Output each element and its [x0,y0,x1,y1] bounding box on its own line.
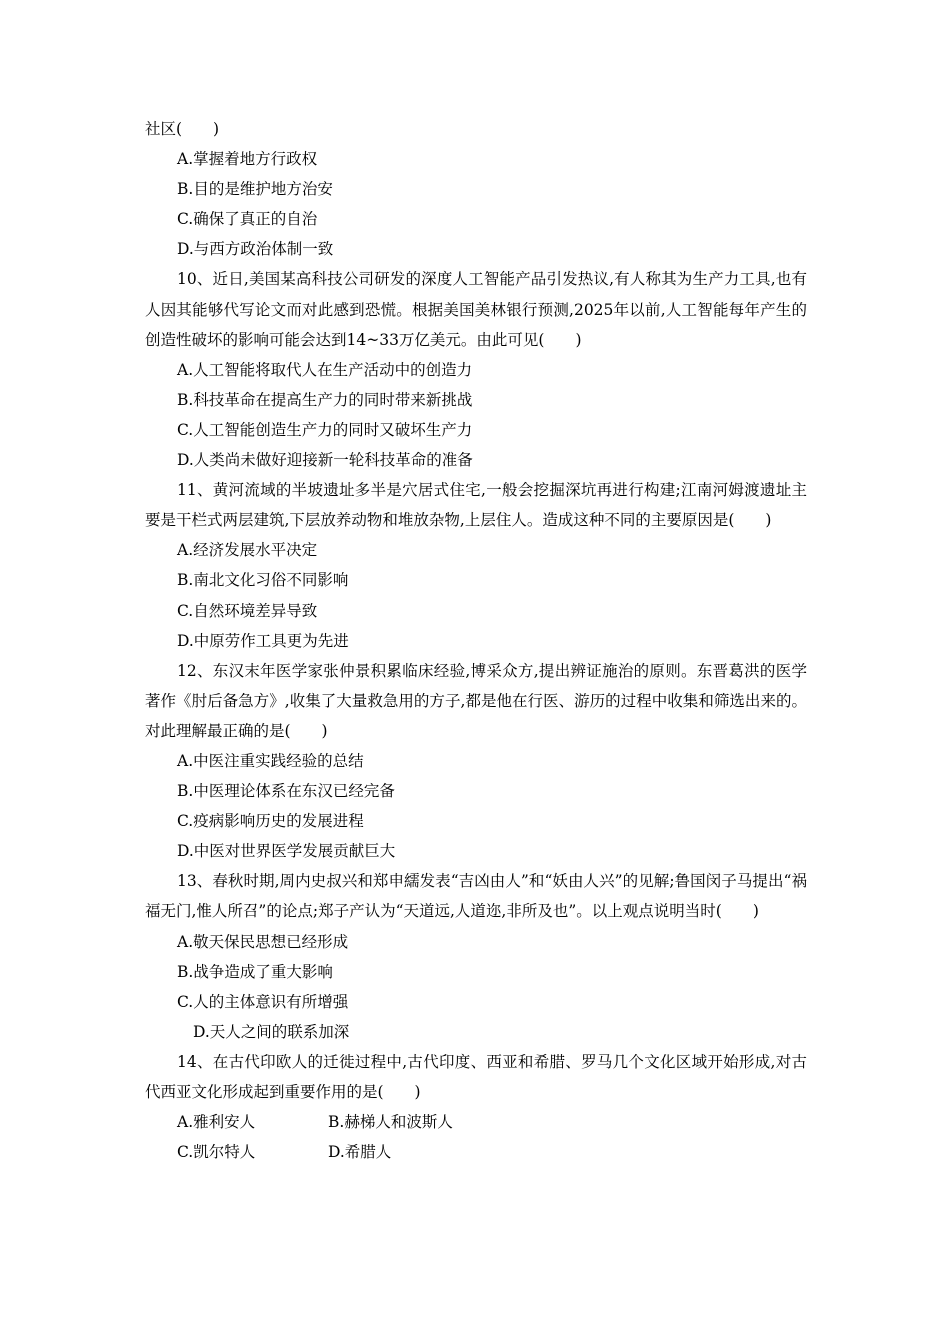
question-13-option-b: B.战争造成了重大影响 [177,962,333,981]
question-14-stem: 14、在古代印欧人的迁徙过程中,古代印度、西亚和希腊、罗马几个文化区域开始形成,对古代西亚文化形成起到重要作用的是( ) [145,1052,807,1101]
question-9-option-b: B.目的是维护地方治安 [177,180,333,199]
question-12-option-a: A.中医注重实践经验的总结 [177,751,364,770]
question-13-option-d: D.天人之间的联系加深 [193,1022,350,1041]
question-13-stem: 13、春秋时期,周内史叔兴和郑申繻发表“吉凶由人”和“妖由人兴”的见解;鲁国闵子马提出“祸福无门,惟人所召”的论点;郑子产认为“天道远,人道迩,非所及也”。以上观点说明当时( ) [145,872,807,921]
question-10-option-c: C.人工智能创造生产力的同时又破坏生产力 [177,420,473,439]
question-14-options-row-1 [145,1107,807,1137]
question-9-option-d: D.与西方政治体制一致 [177,240,334,259]
question-12-stem: 12、东汉末年医学家张仲景积累临床经验,博采众方,提出辨证施治的原则。东晋葛洪的医学著作《肘后备急方》,收集了大量救急用的方子,都是他在行医、游历的过程中收集和筛选出来的。对此理解最正确的是( ) [145,661,807,740]
question-12-option-b: B.中医理论体系在东汉已经完备 [177,782,395,801]
question-11-option-a: A.经济发展水平决定 [177,541,318,560]
question-9-option-c: C.确保了真正的自治 [177,210,318,229]
question-13-option-c: C.人的主体意识有所增强 [177,992,349,1011]
question-9-option-a: A.掌握着地方行政权 [177,150,318,169]
question-10-option-b: B.科技革命在提高生产力的同时带来新挑战 [177,390,473,409]
question-11-option-b: B.南北文化习俗不同影响 [177,571,349,590]
question-12-option-d: D.中医对世界医学发展贡献巨大 [177,842,396,861]
question-10-stem: 10、近日,美国某高科技公司研发的深度人工智能产品引发热议,有人称其为生产力工具,也有人因其能够代写论文而对此感到恐慌。根据美国美林银行预测,2025年以前,人工智能每年产生的创造性破坏的影响可能会达到14~33万亿美元。由此可见( ) [145,270,807,349]
question-11-stem: 11、黄河流域的半坡遗址多半是穴居式住宅,一般会挖掘深坑再进行构建;江南河姆渡遗址主要是干栏式两层建筑,下层放养动物和堆放杂物,上层住人。造成这种不同的主要原因是( ) [145,481,807,530]
question-10-option-a: A.人工智能将取代人在生产活动中的创造力 [177,360,473,379]
question-11-option-c: C.自然环境差异导致 [177,601,318,620]
question-14-option-c: C.凯尔特人 [177,1143,256,1162]
question-12-option-c: C.疫病影响历史的发展进程 [177,812,364,831]
question-13-option-a: A.敬天保民思想已经形成 [177,932,349,951]
question-14-options-row-2 [145,1137,807,1167]
question-14-option-a: A.雅利安人 [177,1113,256,1132]
question-11-option-d: D.中原劳作工具更为先进 [177,631,349,650]
question-14-option-b: B.赫梯人和波斯人 [328,1113,453,1132]
question-9-stem-tail: 社区( ) [145,120,220,138]
question-10-option-d: D.人类尚未做好迎接新一轮科技革命的准备 [177,451,473,470]
question-list [145,114,807,1167]
question-14-option-d: D.希腊人 [328,1143,392,1162]
